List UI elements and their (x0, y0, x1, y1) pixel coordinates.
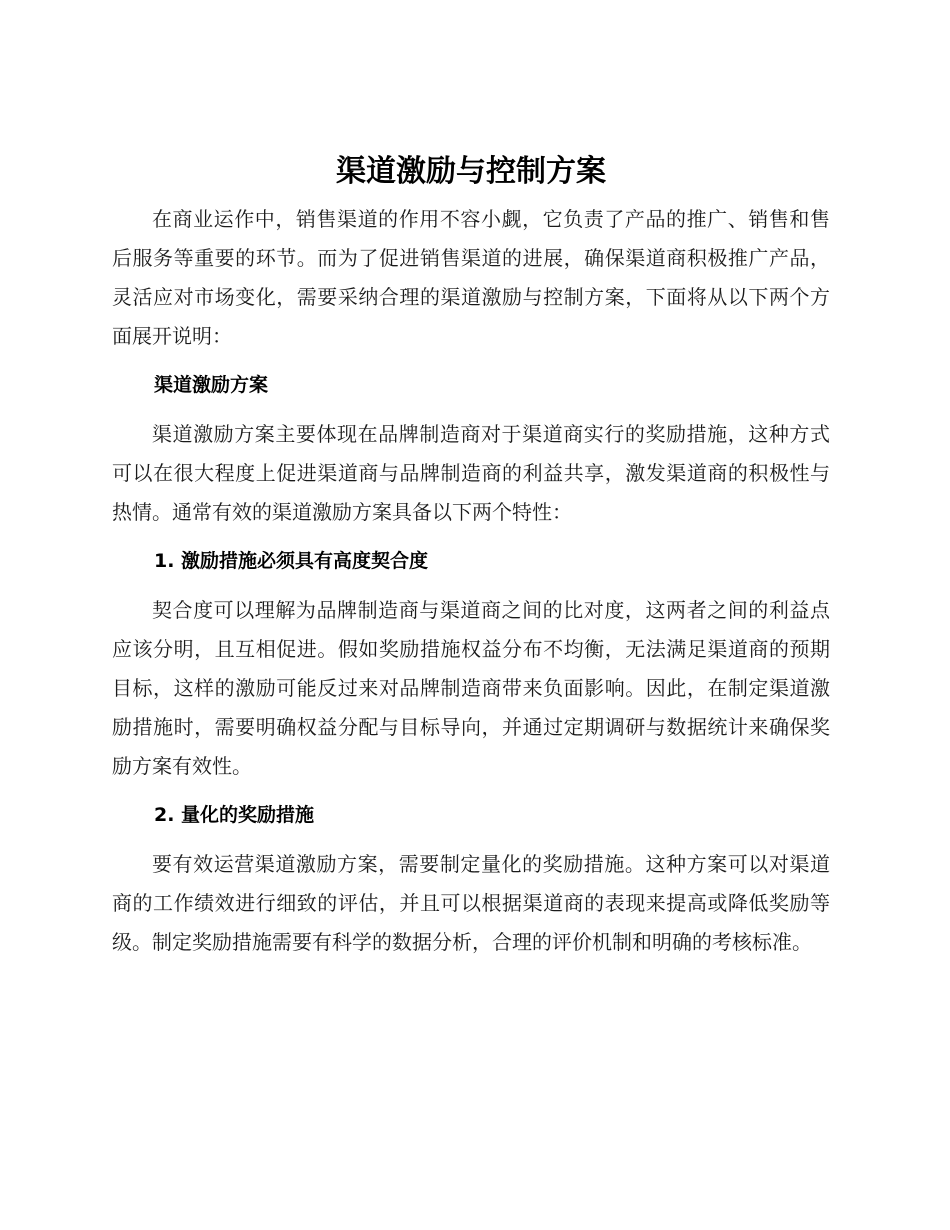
subheading-alignment: 1. 激励措施必须具有高度契合度 (154, 550, 429, 572)
section-heading-channel-incentive: 渠道激励方案 (154, 374, 269, 396)
document-content (112, 148, 830, 972)
paragraph-alignment: 契合度可以理解为品牌制造商与渠道商之间的比对度，这两者之间的利益点应该分明，且互相促进。假如奖励措施权益分布不均衡，无法满足渠道商的预期目标，这样的激励可能反过来对品牌制造商带来负面影响。因此，在制定渠道激励措施时，需要明确权益分配与目标导向，并通过定期调研与数据统计来确保奖励方案有效性。 (112, 598, 830, 778)
document-title: 渠道激励与控制方案 (336, 154, 606, 189)
subheading-quantified-rewards: 2. 量化的奖励措施 (154, 804, 315, 826)
intro-paragraph: 在商业运作中，销售渠道的作用不容小觑，它负责了产品的推广、销售和售后服务等重要的环节。而为了促进销售渠道的进展，确保渠道商积极推广产品，灵活应对市场变化，需要采纳合理的渠道激励与控制方案，下面将从以下两个方面展开说明： (112, 207, 830, 348)
section-paragraph-channel-incentive: 渠道激励方案主要体现在品牌制造商对于渠道商实行的奖励措施，这种方式可以在很大程度上促进渠道商与品牌制造商的利益共享，激发渠道商的积极性与热情。通常有效的渠道激励方案具备以下两个特性： (112, 422, 830, 524)
paragraph-quantified-rewards: 要有效运营渠道激励方案，需要制定量化的奖励措施。这种方案可以对渠道商的工作绩效进行细致的评估，并且可以根据渠道商的表现来提高或降低奖励等级。制定奖励措施需要有科学的数据分析，合理的评价机制和明确的考核标准。 (112, 852, 830, 954)
